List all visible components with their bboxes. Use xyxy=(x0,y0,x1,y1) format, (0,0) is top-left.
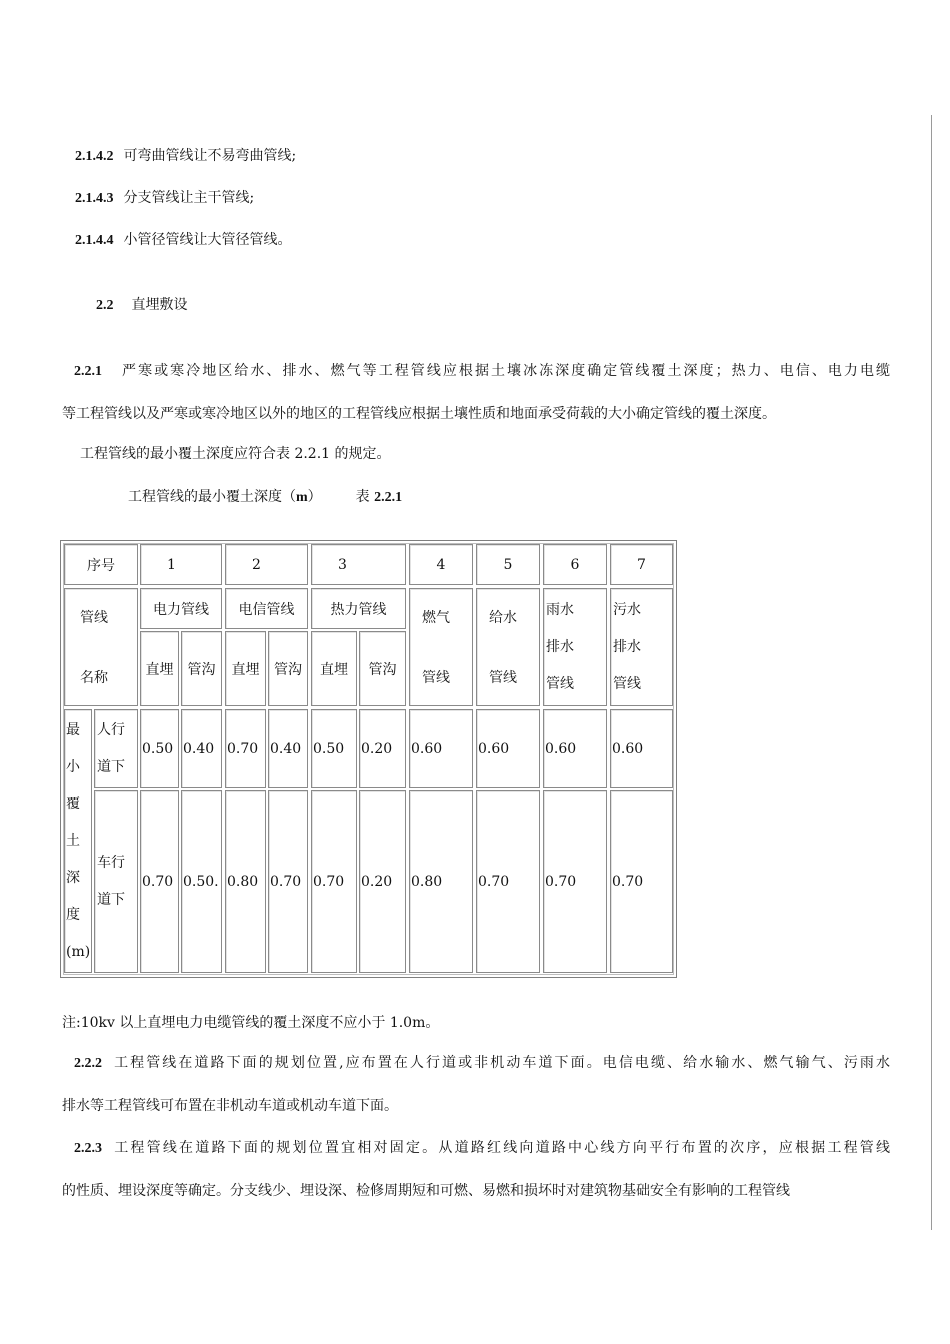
header-name-label xyxy=(64,588,138,706)
header-sewage xyxy=(610,588,673,706)
paragraph-2-2-1 xyxy=(62,361,890,424)
paragraph-2-2-3 xyxy=(62,1138,890,1201)
clause-number: 2.1.4.4 xyxy=(75,233,114,248)
value-cell: 0.20 xyxy=(359,790,406,973)
header-rainwater xyxy=(543,588,607,706)
sub-header-direct: 直埋 xyxy=(311,631,357,706)
clause-text: 分支管线让主干管线; xyxy=(123,190,255,206)
sub-header-trench: 管沟 xyxy=(181,631,222,706)
row-label-line: 车行 xyxy=(97,855,125,871)
paragraph-line: 工程管线在道路下面的规划位置,应布置在人行道或非机动车道下面。电信电缆、给水输水、燃气输气、污雨水 xyxy=(112,1055,890,1071)
caption-close: ） xyxy=(307,489,322,505)
value-cell: 0.80 xyxy=(409,790,473,973)
page-margin-line xyxy=(931,115,932,1230)
caption-title: 工程管线的最小覆土深度（ xyxy=(128,489,296,505)
seq-cell: 6 xyxy=(543,544,607,585)
value-cell: 0.60 xyxy=(610,709,673,788)
value-cell: 0.40 xyxy=(268,709,308,788)
value-cell: 0.20 xyxy=(359,709,406,788)
seq-cell: 4 xyxy=(409,544,473,585)
header-line: 管线 xyxy=(422,670,450,686)
paragraph-line: 工程管线在道路下面的规划位置宜相对固定。从道路红线向道路中心线方向平行布置的次序，应根据工程管线 xyxy=(112,1140,890,1156)
header-line: 给水 xyxy=(489,610,517,626)
row-label-roadway xyxy=(94,790,138,973)
paragraph-line: 排水等工程管线可布置在非机动车道或机动车道下面。 xyxy=(62,1098,398,1114)
header-water xyxy=(476,588,540,706)
seq-cell: 3 xyxy=(311,544,406,585)
group-power: 电力管线 xyxy=(140,588,222,629)
value-cell: 0.80 xyxy=(225,790,266,973)
sub-header-direct: 直埋 xyxy=(140,631,179,706)
header-line: 管线 xyxy=(613,676,641,692)
section-title: 直埋敷设 xyxy=(131,297,188,313)
row-label-sidewalk xyxy=(94,709,138,788)
table-note: 注:10kv 以上直埋电力电缆管线的覆土深度不应小于 1.0m。 xyxy=(62,1015,440,1031)
header-line: 雨水 xyxy=(546,602,574,618)
depth-label-char: 土 xyxy=(66,833,80,849)
header-seq-label: 序号 xyxy=(64,544,138,585)
caption-unit: m xyxy=(296,490,308,505)
value-cell: 0.70 xyxy=(610,790,673,973)
table-caption xyxy=(128,487,402,508)
clause-text: 小管径管线让大管径管线。 xyxy=(123,232,292,248)
row-label-line: 道下 xyxy=(97,759,125,775)
caption-table-number: 2.2.1 xyxy=(374,490,403,505)
row-label-line: 人行 xyxy=(97,722,125,738)
section-number: 2.2 xyxy=(96,298,114,313)
value-cell: 0.60 xyxy=(476,709,540,788)
value-cell: 0.60 xyxy=(409,709,473,788)
paragraph-line: 严寒或寒冷地区给水、排水、燃气等工程管线应根据土壤冰冻深度确定管线覆土深度；热力、电信、电力电缆 xyxy=(120,363,890,379)
paragraph-line: 的性质、埋设深度等确定。分支线少、埋设深、检修周期短和可燃、易燃和损坏时对建筑物基础安全有影响的工程管线 xyxy=(62,1183,790,1199)
seq-cell: 5 xyxy=(476,544,540,585)
clause-number: 2.1.4.3 xyxy=(75,191,114,206)
seq-cell: 2 xyxy=(225,544,308,585)
paragraph-number: 2.2.2 xyxy=(74,1056,102,1071)
depth-label-char: 度 xyxy=(66,907,80,923)
clause-2-1-4-3 xyxy=(75,188,254,209)
value-cell: 0.70 xyxy=(225,709,266,788)
name-label-line: 管线 xyxy=(80,610,108,626)
header-gas xyxy=(409,588,473,706)
group-heating: 热力管线 xyxy=(311,588,406,629)
value-cell: 0.70 xyxy=(268,790,308,973)
header-line: 排水 xyxy=(546,639,574,655)
name-label-line: 名称 xyxy=(80,670,108,686)
section-heading xyxy=(96,295,188,316)
paragraph-2-2-2 xyxy=(62,1053,890,1116)
value-cell: 0.40 xyxy=(181,709,222,788)
sub-header-direct: 直埋 xyxy=(225,631,266,706)
caption-table-label: 表 xyxy=(355,489,375,505)
group-telecom: 电信管线 xyxy=(225,588,308,629)
value-cell: 0.50. xyxy=(181,790,222,973)
depth-label xyxy=(64,709,92,973)
depth-label-char: 深 xyxy=(66,870,80,886)
depth-label-char: (m) xyxy=(66,944,91,960)
value-cell: 0.70 xyxy=(543,790,607,973)
header-line: 排水 xyxy=(613,639,641,655)
clause-2-1-4-2 xyxy=(75,146,296,167)
value-cell: 0.50 xyxy=(311,709,357,788)
header-line: 管线 xyxy=(489,670,517,686)
header-line: 管线 xyxy=(546,676,574,692)
value-cell: 0.70 xyxy=(140,790,179,973)
value-cell: 0.60 xyxy=(543,709,607,788)
paragraph-table-reference: 工程管线的最小覆土深度应符合表 2.2.1 的规定。 xyxy=(80,446,391,462)
value-cell: 0.70 xyxy=(476,790,540,973)
seq-cell: 1 xyxy=(140,544,222,585)
cover-depth-table xyxy=(60,540,677,978)
depth-label-char: 覆 xyxy=(66,796,80,812)
header-line: 污水 xyxy=(613,602,641,618)
row-label-line: 道下 xyxy=(97,892,125,908)
depth-label-char: 小 xyxy=(66,759,80,775)
header-line: 燃气 xyxy=(422,610,450,626)
depth-label-char: 最 xyxy=(66,722,80,738)
sub-header-trench: 管沟 xyxy=(268,631,308,706)
seq-cell: 7 xyxy=(610,544,673,585)
paragraph-number: 2.2.1 xyxy=(74,364,102,379)
clause-2-1-4-4 xyxy=(75,230,292,251)
paragraph-number: 2.2.3 xyxy=(74,1141,102,1156)
paragraph-line: 等工程管线以及严寒或寒冷地区以外的地区的工程管线应根据土壤性质和地面承受荷载的大小确定管线的覆土深度。 xyxy=(62,406,776,422)
clause-text: 可弯曲管线让不易弯曲管线; xyxy=(123,148,297,164)
clause-number: 2.1.4.2 xyxy=(75,149,114,164)
value-cell: 0.70 xyxy=(311,790,357,973)
value-cell: 0.50 xyxy=(140,709,179,788)
sub-header-trench: 管沟 xyxy=(359,631,406,706)
